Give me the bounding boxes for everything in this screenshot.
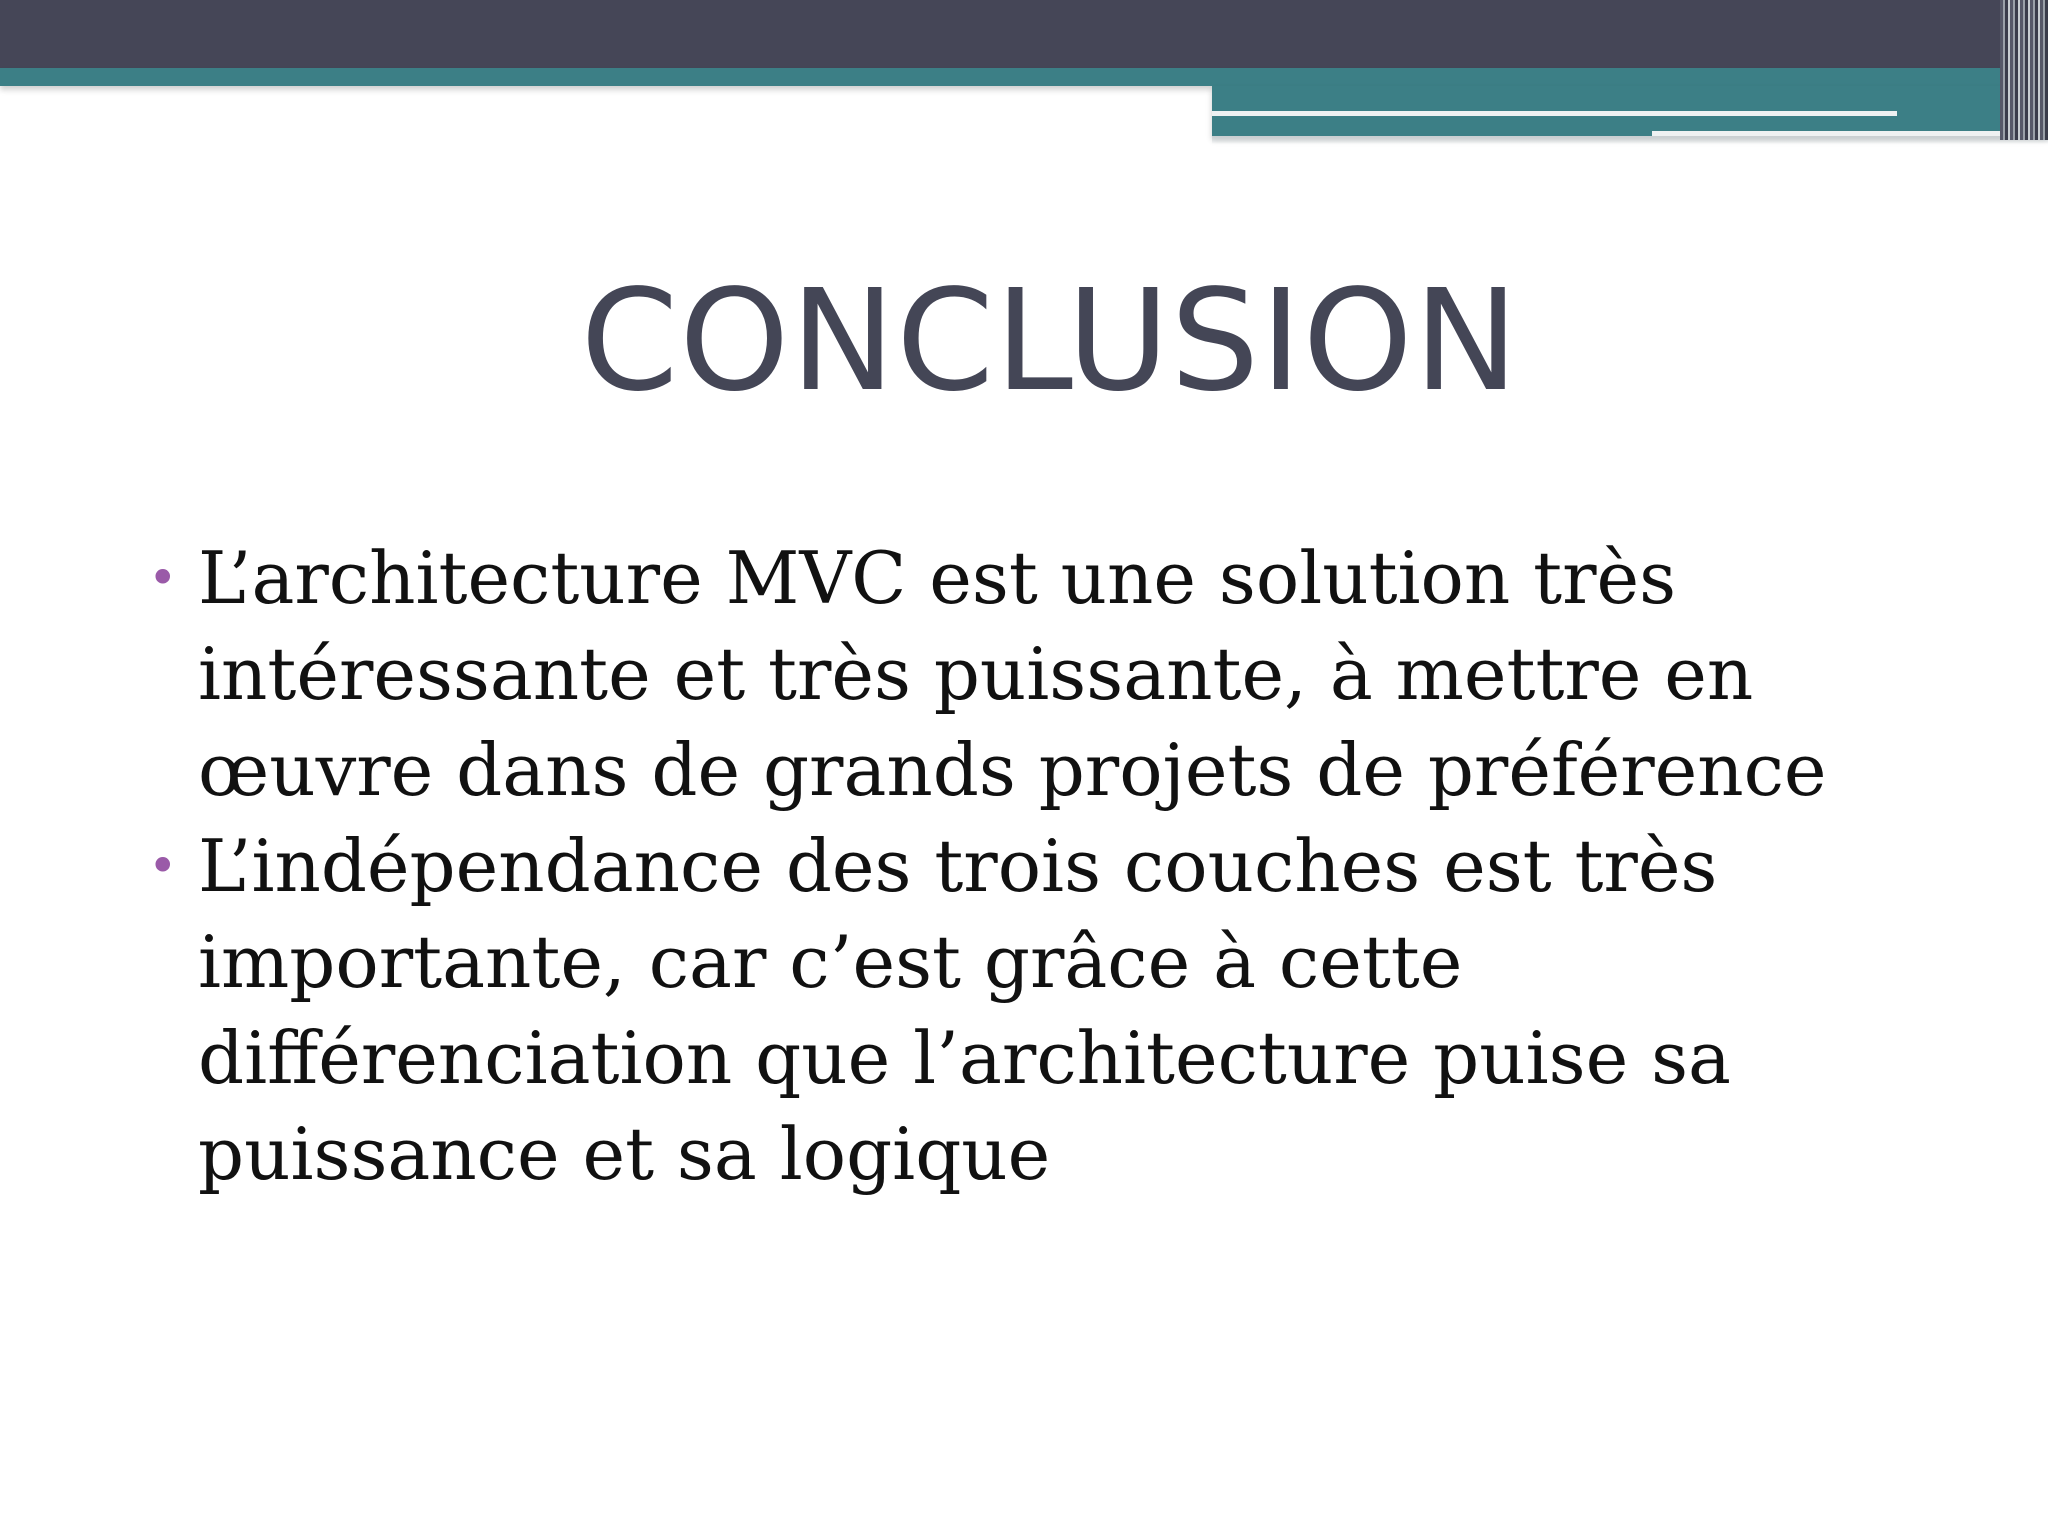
bullet-icon: •	[148, 549, 178, 607]
bullet-item	[148, 530, 2008, 818]
header-teal-bar	[0, 68, 2048, 86]
header-dark-bar	[0, 0, 2048, 68]
header-shadow	[1212, 136, 2048, 144]
bullet-icon: •	[148, 837, 178, 895]
bullet-text: L’indépendance des trois couches est très importante, car c’est grâce à cette différenciation que l’architecture puise sa puissance et sa logique	[198, 824, 1731, 1196]
bullet-item	[148, 818, 2008, 1202]
bullet-list	[148, 530, 2008, 1202]
bullet-text: L’architecture MVC est une solution très intéressante et très puissante, à mettre en œuvre dans de grands projets de préférence	[198, 536, 1827, 812]
slide-title: CONCLUSION	[580, 260, 1520, 423]
header-vertical-lines	[2000, 0, 2048, 140]
header-stripe	[1212, 111, 1897, 116]
